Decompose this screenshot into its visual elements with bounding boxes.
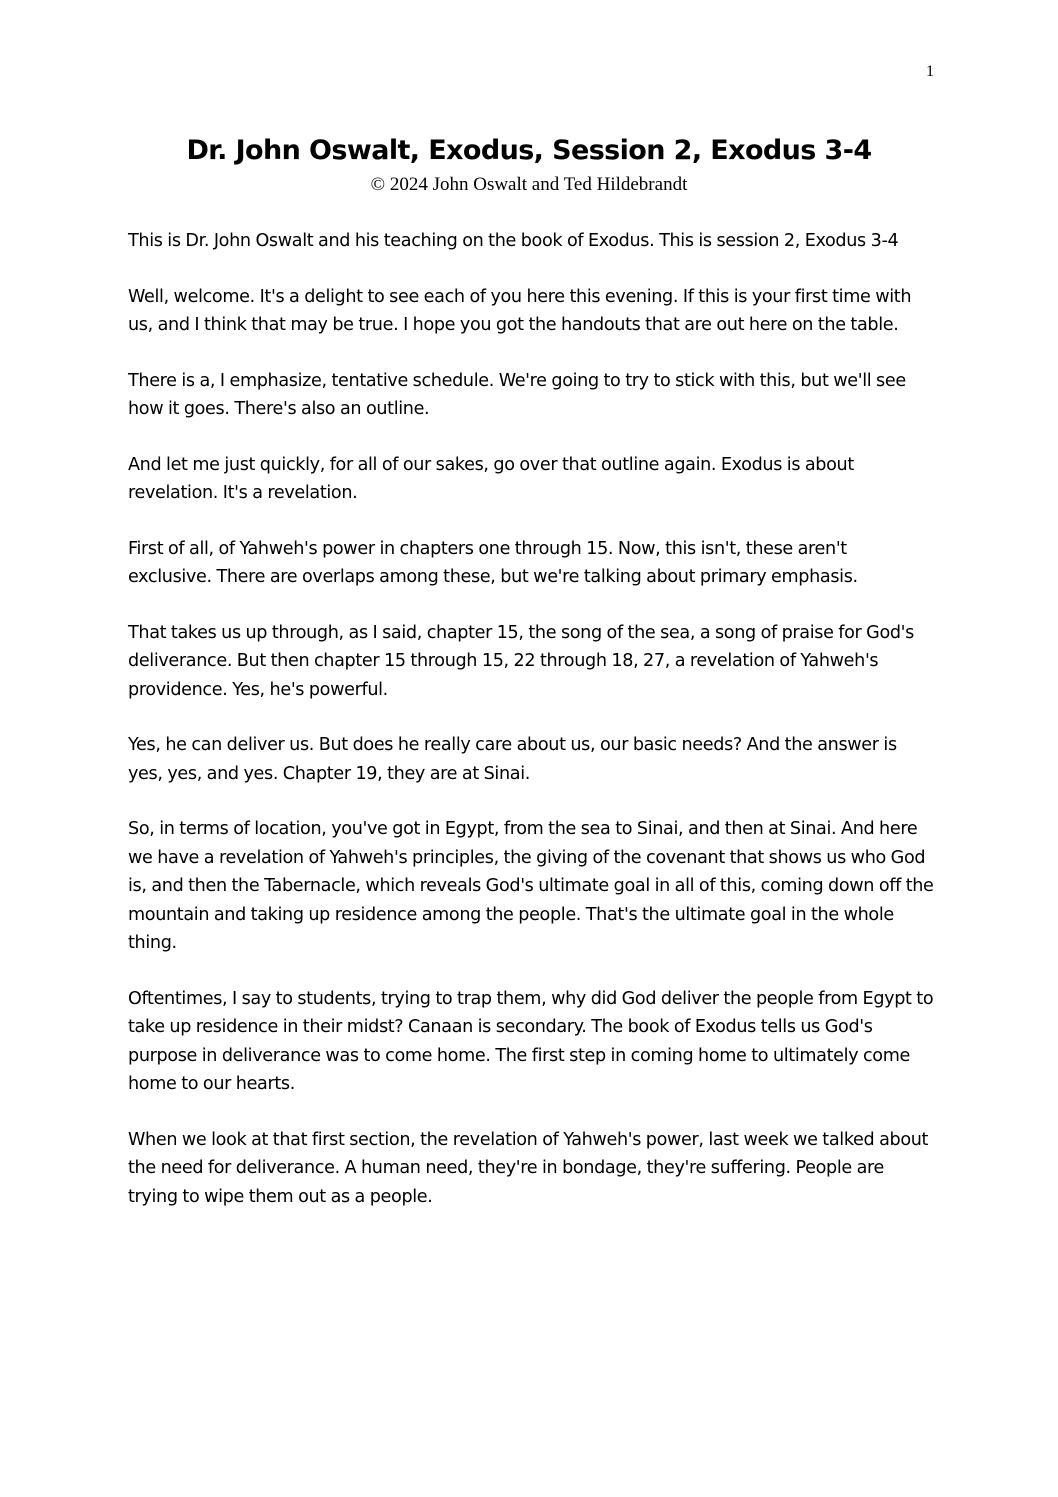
paragraph: When we look at that first section, the revelation of Yahweh's power, last week we talked about the need for deliverance. A human need, they're in bondage, they're suffering. People are trying to wipe them out as a people. [128,1129,929,1207]
paragraph: So, in terms of location, you've got in Egypt, from the sea to Sinai, and then at Sinai. And here we have a revelation of Yahweh's principles, the giving of the covenant that shows us who God is, and then the Tabernacle, which reveals God's ultimate goal in all of this, coming down off the mountain and taking up residence among the people. That's the ultimate goal in the whole thing. [128,819,934,953]
paragraph: Oftentimes, I say to students, trying to trap them, why did God deliver the people from Egypt to take up residence in their midst? Canaan is secondary. The book of Exodus tells us God's purpose in deliverance was to come home. The first step in coming home to ultimately come home to our hearts. [128,988,934,1094]
paragraph: Yes, he can deliver us. But does he really care about us, our basic needs? And the answer is yes, yes, and yes. Chapter 19, they are at Sinai. [128,735,897,784]
paragraph: Well, welcome. It's a delight to see each of you here this evening. If this is your first time with us, and I think that may be true. I hope you got the handouts that are out here on the table. [128,286,912,335]
paragraph: This is Dr. John Oswalt and his teaching on the book of Exodus. This is session 2, Exodus 3-4 [128,231,899,251]
paragraph: First of all, of Yahweh's power in chapters one through 15. Now, this isn't, these aren't exclusive. There are overlaps among these, but we're talking about primary emphasis. [128,538,858,587]
paragraph: There is a, I emphasize, tentative schedule. We're going to try to stick with this, but we'll see how it goes. There's also an outline. [128,370,906,419]
transcript-body [128,227,934,1238]
page-number: 1 [926,63,934,80]
copyright-line: © 2024 John Oswalt and Ted Hildebrandt [370,174,688,195]
paragraph: That takes us up through, as I said, chapter 15, the song of the sea, a song of praise for God's deliverance. But then chapter 15 through 15, 22 through 18, 27, a revelation of Yahweh's providence. Yes, he's powerful. [128,622,914,700]
document-title: Dr. John Oswalt, Exodus, Session 2, Exodus 3-4 [186,135,872,166]
paragraph: And let me just quickly, for all of our sakes, go over that outline again. Exodus is about revelation. It's a revelation. [128,454,854,503]
